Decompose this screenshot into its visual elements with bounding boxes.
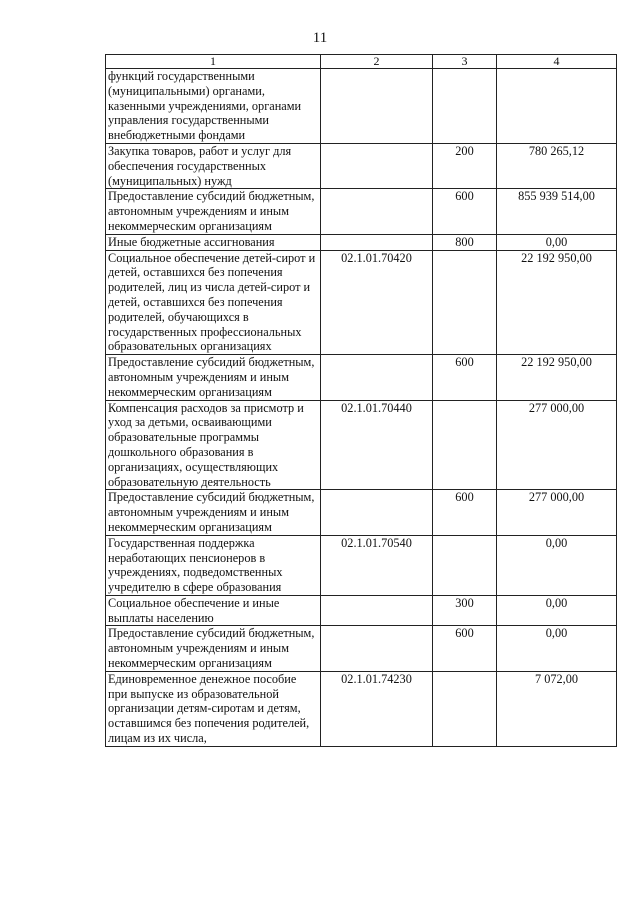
row-sum: 7 072,00 — [497, 671, 617, 746]
row-name: Предоставление субсидий бюджетным, автономным учреждениям и иным некоммерческим организациям — [106, 189, 321, 234]
row-code — [321, 626, 433, 671]
table-row — [106, 400, 617, 490]
row-code: 02.1.01.70420 — [321, 250, 433, 355]
row-name: Компенсация расходов за присмотр и уход за детьми, осваивающими образовательные программы дошкольного образования в организациях, осуществляющих образовательную деятельность — [106, 400, 321, 490]
row-code: 02.1.01.70440 — [321, 400, 433, 490]
table-row — [106, 234, 617, 250]
row-code: 02.1.01.74230 — [321, 671, 433, 746]
row-sum: 0,00 — [497, 234, 617, 250]
row-sum: 0,00 — [497, 535, 617, 595]
row-sum: 22 192 950,00 — [497, 250, 617, 355]
row-code — [321, 143, 433, 188]
row-type — [433, 69, 497, 144]
row-name: Государственная поддержка неработающих пенсионеров в учреждениях, подведомственных учредителю в сфере образования — [106, 535, 321, 595]
table-row — [106, 535, 617, 595]
row-name: Предоставление субсидий бюджетным, автономным учреждениям и иным некоммерческим организациям — [106, 626, 321, 671]
row-type — [433, 400, 497, 490]
row-sum: 277 000,00 — [497, 490, 617, 535]
table-row — [106, 189, 617, 234]
row-code — [321, 355, 433, 400]
budget-table — [105, 54, 617, 747]
row-code — [321, 189, 433, 234]
row-sum — [497, 69, 617, 144]
row-code: 02.1.01.70540 — [321, 535, 433, 595]
row-name: Единовременное денежное пособие при выпуске из образовательной организации детям-сиротам и детям, оставшимся без попечения родителей, лицам из их числа, — [106, 671, 321, 746]
row-name: Социальное обеспечение и иные выплаты населению — [106, 595, 321, 626]
table-row — [106, 355, 617, 400]
page-number: 11 — [312, 30, 328, 46]
row-type: 800 — [433, 234, 497, 250]
row-type — [433, 671, 497, 746]
row-type: 200 — [433, 143, 497, 188]
row-type: 600 — [433, 626, 497, 671]
row-type — [433, 250, 497, 355]
column-header-2: 2 — [321, 55, 433, 69]
row-type — [433, 535, 497, 595]
table-row — [106, 69, 617, 144]
row-name: функций государственными (муниципальными) органами, казенными учреждениями, органами управления государственными внебюджетными фондами — [106, 69, 321, 144]
row-name: Предоставление субсидий бюджетным, автономным учреждениям и иным некоммерческим организациям — [106, 490, 321, 535]
row-type: 600 — [433, 189, 497, 234]
row-sum: 0,00 — [497, 595, 617, 626]
row-sum: 0,00 — [497, 626, 617, 671]
table-row — [106, 490, 617, 535]
row-sum: 277 000,00 — [497, 400, 617, 490]
row-sum: 780 265,12 — [497, 143, 617, 188]
row-name: Закупка товаров, работ и услуг для обеспечения государственных (муниципальных) нужд — [106, 143, 321, 188]
row-name: Социальное обеспечение детей-сирот и детей, оставшихся без попечения родителей, лиц из числа детей-сирот и детей, оставшихся без попечения родителей, обучающихся в государственных профессиональных образовательных организациях — [106, 250, 321, 355]
row-code — [321, 69, 433, 144]
row-type: 300 — [433, 595, 497, 626]
table-row — [106, 143, 617, 188]
column-header-1: 1 — [106, 55, 321, 69]
row-name: Иные бюджетные ассигнования — [106, 234, 321, 250]
table-row — [106, 626, 617, 671]
column-header-3: 3 — [433, 55, 497, 69]
header-row — [106, 55, 617, 69]
row-type: 600 — [433, 355, 497, 400]
table-row — [106, 595, 617, 626]
row-name: Предоставление субсидий бюджетным, автономным учреждениям и иным некоммерческим организациям — [106, 355, 321, 400]
row-sum: 22 192 950,00 — [497, 355, 617, 400]
table-row — [106, 671, 617, 746]
row-code — [321, 595, 433, 626]
column-header-4: 4 — [497, 55, 617, 69]
row-code — [321, 234, 433, 250]
row-sum: 855 939 514,00 — [497, 189, 617, 234]
row-type: 600 — [433, 490, 497, 535]
table-row — [106, 250, 617, 355]
row-code — [321, 490, 433, 535]
